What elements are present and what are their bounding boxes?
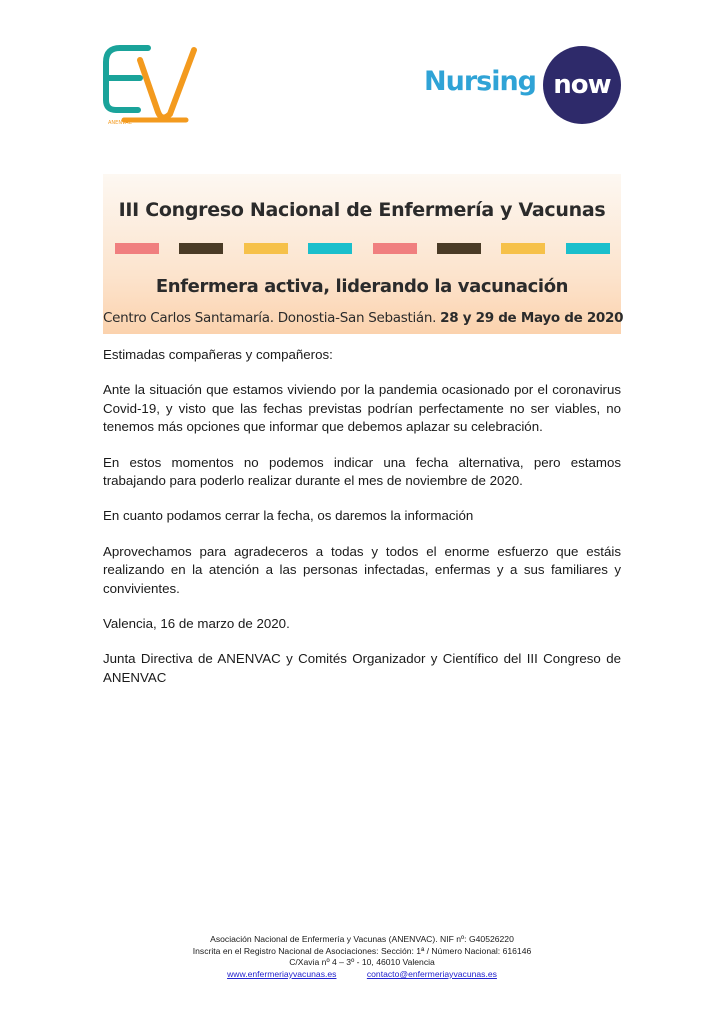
- email-link[interactable]: contacto@enfermeriayvacunas.es: [366, 968, 497, 979]
- banner-stripe: [373, 243, 417, 254]
- banner-color-stripes: [115, 243, 611, 255]
- letter-paragraph-2: En estos momentos no podemos indicar una fecha alternativa, pero estamos trabajando para poderlo realizar durante el mes de noviembre de 2020.: [103, 454, 621, 489]
- letter-paragraph-1: Ante la situación que estamos viviendo por la pandemia ocasionado por el coronavirus Covid-19, y visto que las fechas previstas podrían perfectamente no ser viables, no tenemos más opciones que informar que debemos aplazar su celebración.: [103, 382, 621, 435]
- letter-paragraph-4: Aprovechamos para agradeceros a todas y todos el enorme esfuerzo que estáis realizando en la atención a las personas infectadas, enfermas y a sus familiares y convivientes.: [103, 543, 621, 596]
- banner-title: III Congreso Nacional de Enfermería y Vacunas: [118, 199, 606, 221]
- page-footer: [0, 934, 724, 980]
- nursing-now-word: Nursing: [424, 66, 537, 97]
- footer-links: [0, 969, 724, 981]
- nursing-now-circle: now: [543, 46, 621, 124]
- letter-signature: Junta Directiva de ANENVAC y Comités Organizador y Científico del III Congreso de ANENVAC: [103, 651, 621, 685]
- footer-line-1: Asociación Nacional de Enfermería y Vacunas (ANENVAC). NIF nº: G40526220: [210, 934, 514, 944]
- website-link[interactable]: www.enfermeriayvacunas.es: [227, 968, 337, 979]
- banner-stripe: [308, 243, 352, 254]
- footer-line-3: C/Xavia nº 4 – 3º - 10, 46010 Valencia: [289, 957, 435, 968]
- banner-stripe: [179, 243, 223, 254]
- banner-dates: 28 y 29 de Mayo de 2020: [440, 310, 624, 326]
- banner-stripe: [437, 243, 481, 254]
- letter-body: [103, 346, 621, 704]
- banner-venue: Centro Carlos Santamaría. Donostia-San Sebastián.: [103, 310, 437, 326]
- ev-logo-icon: [100, 40, 198, 128]
- nursing-now-logo: [420, 44, 625, 128]
- banner-stripe: [115, 243, 159, 254]
- footer-line-2: Inscrita en el Registro Nacional de Asociaciones: Sección: 1ª / Número Nacional: 616146: [192, 945, 532, 956]
- banner-venue-line: [103, 310, 624, 326]
- letter-greeting: Estimadas compañeras y compañeros:: [103, 347, 333, 362]
- letter-place-date: Valencia, 16 de marzo de 2020.: [103, 616, 290, 632]
- letter-paragraph-3: En cuanto podamos cerrar la fecha, os daremos la información: [103, 508, 474, 524]
- ev-logo-caption: ANENVAC: [108, 120, 132, 126]
- banner-subtitle: Enfermera activa, liderando la vacunación: [155, 276, 569, 297]
- banner-stripe: [244, 243, 288, 254]
- banner-stripe: [566, 243, 610, 254]
- banner-stripe: [501, 243, 545, 254]
- congress-banner: [103, 174, 624, 334]
